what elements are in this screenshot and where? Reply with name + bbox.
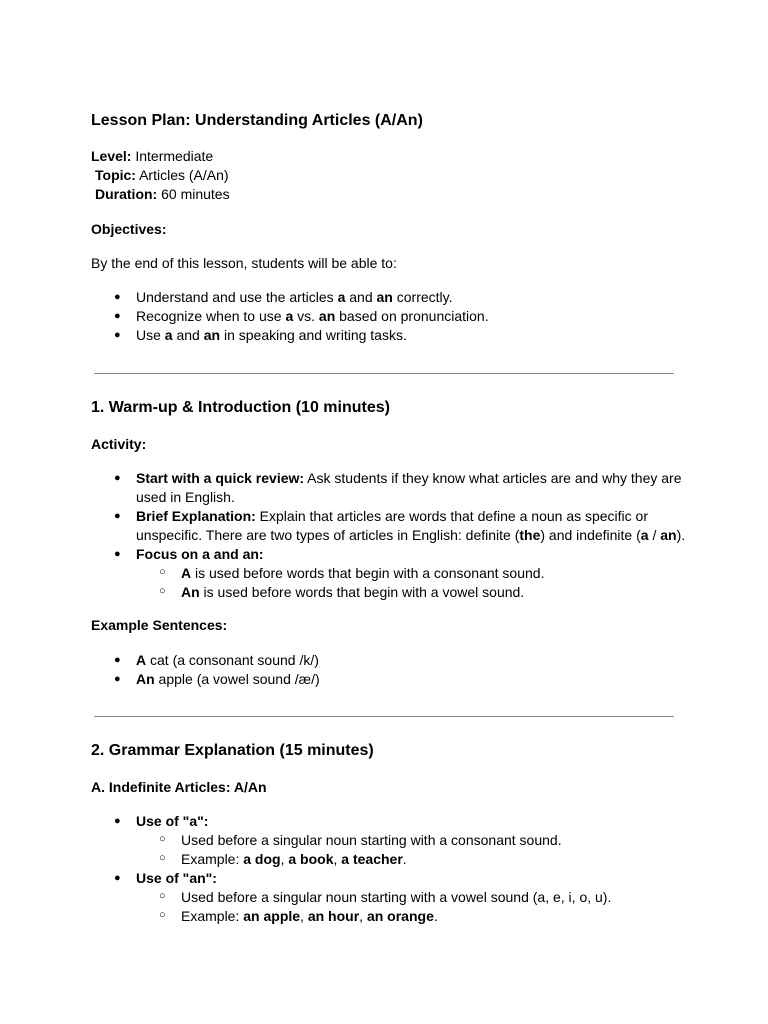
bullet-icon: ● (114, 548, 121, 560)
circle-bullet-icon: ○ (159, 585, 166, 597)
objectives-intro: By the end of this lesson, students will be able to: (91, 255, 397, 271)
objectives-heading: Objectives: (91, 221, 167, 237)
list-item: ● Use of "a": (114, 813, 209, 829)
circle-bullet-icon: ○ (159, 833, 166, 845)
section1-heading: 1. Warm-up & Introduction (10 minutes) (91, 399, 390, 416)
bullet-icon: ● (114, 815, 121, 827)
sub-list-item: ○ Example: an apple, an hour, an orange. (159, 908, 438, 924)
sub-list-item: ○ Used before a singular noun starting with a consonant sound. (159, 832, 562, 848)
list-item: ● A cat (a consonant sound /k/) (114, 652, 319, 668)
activity-list (91, 469, 691, 602)
sub-list-item: ○ A is used before words that begin with a consonant sound. (159, 565, 545, 581)
divider (94, 373, 674, 374)
bullet-icon: ● (114, 329, 121, 341)
divider (94, 716, 674, 717)
circle-bullet-icon: ○ (159, 566, 166, 578)
list-item: ● Brief Explanation: Explain that articles are words that define a noun as specific or unspecific. There are two types of articles in English: definite (the) and indefinite (a / an). (114, 508, 686, 543)
grammar-list (91, 812, 711, 926)
activity-heading: Activity: (91, 436, 147, 452)
bullet-icon: ● (114, 472, 121, 484)
bullet-icon: ● (114, 310, 121, 322)
level-line: Level: Intermediate (91, 148, 214, 164)
examples-heading: Example Sentences: (91, 617, 228, 633)
list-item: ● Recognize when to use a vs. an based on pronunciation. (114, 308, 489, 324)
bullet-icon: ● (114, 291, 121, 303)
bullet-icon: ● (114, 872, 121, 884)
lesson-meta (91, 147, 230, 204)
list-item: ● Start with a quick review: Ask students if they know what articles are and why they are used in English. (114, 470, 682, 505)
circle-bullet-icon: ○ (159, 890, 166, 902)
topic-line: Topic: Articles (A/An) (95, 167, 229, 183)
bullet-icon: ● (114, 654, 121, 666)
bullet-icon: ● (114, 673, 121, 685)
sub-list-item: ○ An is used before words that begin with a vowel sound. (159, 584, 525, 600)
list-item: ● Focus on a and an: (114, 546, 264, 562)
circle-bullet-icon: ○ (159, 909, 166, 921)
section2-heading: 2. Grammar Explanation (15 minutes) (91, 742, 374, 759)
list-item: ● Understand and use the articles a and an correctly. (114, 289, 453, 305)
duration-line: Duration: 60 minutes (95, 186, 230, 202)
section2-subheading: A. Indefinite Articles: A/An (91, 779, 267, 795)
list-item: ● Use of "an": (114, 870, 217, 886)
sub-list-item: ○ Example: a dog, a book, a teacher. (159, 851, 407, 867)
circle-bullet-icon: ○ (159, 852, 166, 864)
sub-list-item: ○ Used before a singular noun starting with a vowel sound (a, e, i, o, u). (159, 889, 612, 905)
page-title: Lesson Plan: Understanding Articles (A/An) (91, 112, 423, 129)
examples-list (91, 651, 691, 689)
objectives-list (91, 288, 691, 345)
list-item: ● An apple (a vowel sound /æ/) (114, 671, 320, 687)
bullet-icon: ● (114, 510, 121, 522)
list-item: ● Use a and an in speaking and writing tasks. (114, 327, 407, 343)
